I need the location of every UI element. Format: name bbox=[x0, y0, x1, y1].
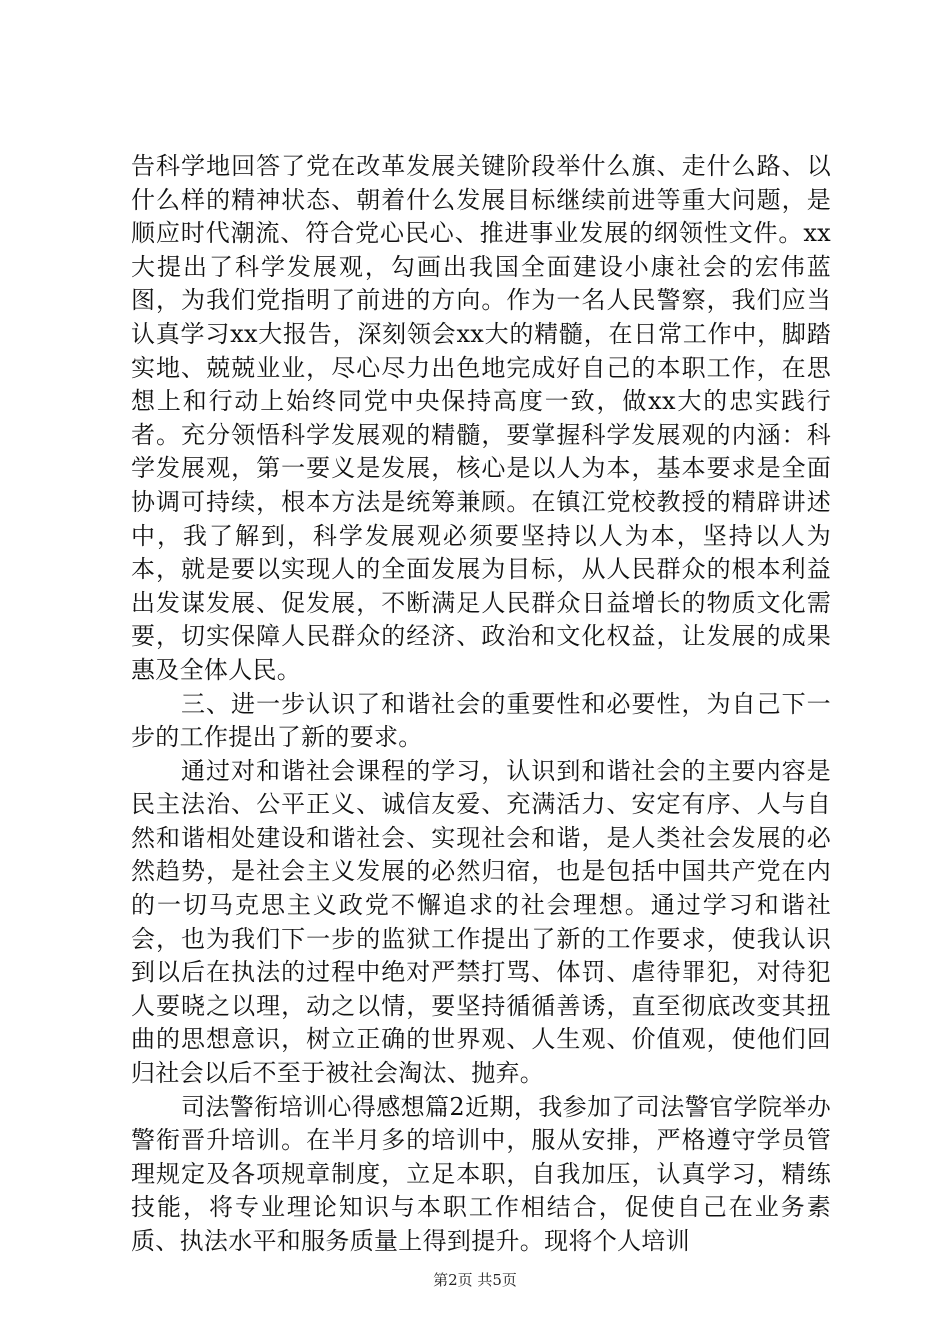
paragraph-4: 司法警衔培训心得感想篇2近期，我参加了司法警官学院举办警衔晋升培训。在半月多的培训中，服从安排，严格遵守学员管理规定及各项规章制度，立足本职，自我加压，认真学习，精练技能，将专业理论知识与本职工作相结合，促使自己在业务素质、执法水平和服务质量上得到提升。现将个人培训 bbox=[131, 1092, 831, 1255]
document-body bbox=[131, 150, 831, 1259]
paragraph-3: 通过对和谐社会课程的学习，认识到和谐社会的主要内容是民主法治、公平正义、诚信友爱、充满活力、安定有序、人与自然和谐相处建设和谐社会、实现社会和谐，是人类社会发展的必然趋势，是社会主义发展的必然归宿，也是包括中国共产党在内的一切马克思主义政党不懈追求的社会理想。通过学习和谐社会，也为我们下一步的监狱工作提出了新的工作要求，使我认识到以后在执法的过程中绝对严禁打骂、体罚、虐待罪犯，对待犯人要晓之以理，动之以情，要坚持循循善诱，直至彻底改变其扭曲的思想意识，树立正确的世界观、人生观、价值观，使他们回归社会以后不至于被社会淘汰、抛弃。 bbox=[131, 756, 831, 1088]
paragraph-1: 告科学地回答了党在改革发展关键阶段举什么旗、走什么路、以什么样的精神状态、朝着什么发展目标继续前进等重大问题，是顺应时代潮流、符合党心民心、推进事业发展的纲领性文件。xx大提出了科学发展观，勾画出我国全面建设小康社会的宏伟蓝图，为我们党指明了前进的方向。作为一名人民警察，我们应当认真学习xx大报告，深刻领会xx大的精髓，在日常工作中，脚踏实地、兢兢业业，尽心尽力出色地完成好自己的本职工作，在思想上和行动上始终同党中央保持高度一致，做xx大的忠实践行者。充分领悟科学发展观的精髓，要掌握科学发展观的内涵：科学发展观，第一要义是发展，核心是以人为本，基本要求是全面协调可持续，根本方法是统筹兼顾。在镇江党校教授的精辟讲述中，我了解到，科学发展观必须要坚持以人为本，坚持以人为本，就是要以实现人的全面发展为目标，从人民群众的根本利益出发谋发展、促发展，不断满足人民群众日益增长的物质文化需要，切实保障人民群众的经济、政治和文化权益，让发展的成果惠及全体人民。 bbox=[131, 152, 831, 684]
page-number-footer: 第2页 共5页 bbox=[433, 1271, 517, 1289]
paragraph-2-heading: 三、进一步认识了和谐社会的重要性和必要性，为自己下一步的工作提出了新的要求。 bbox=[131, 689, 831, 752]
